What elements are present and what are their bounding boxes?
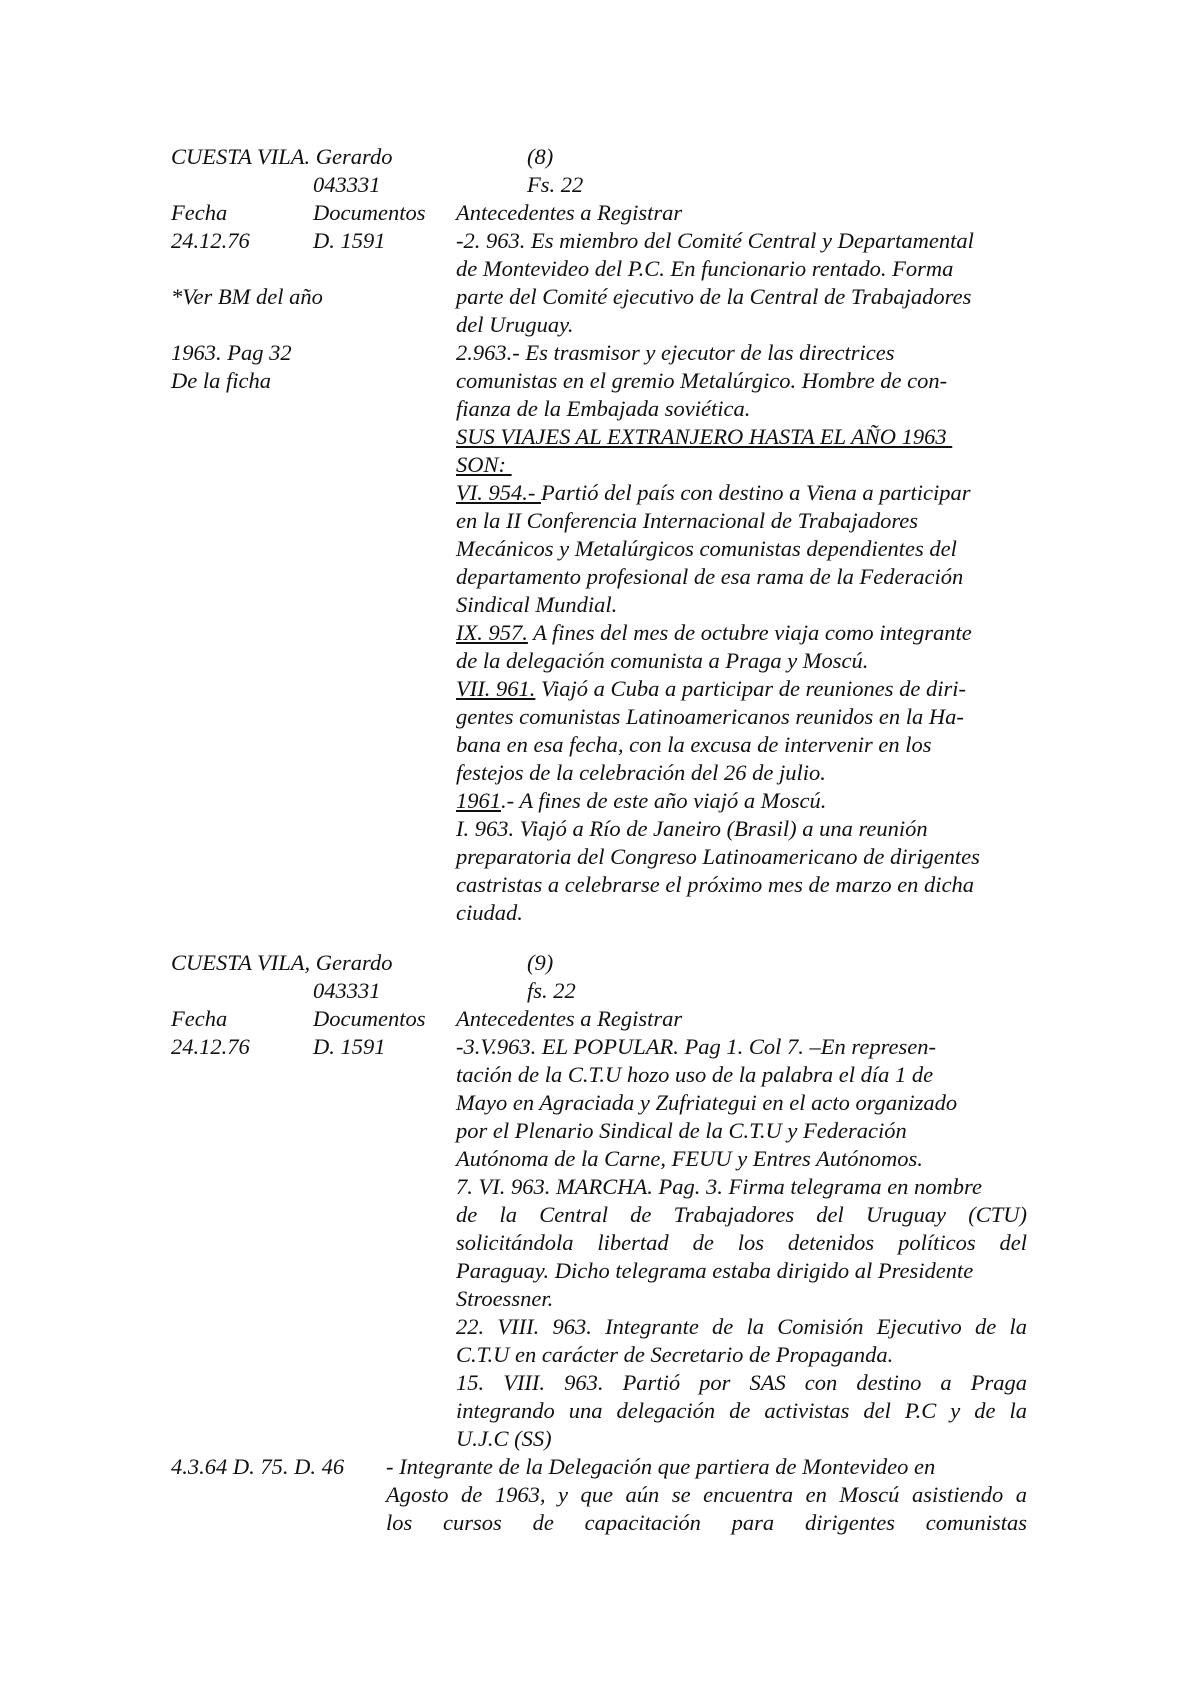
record-id: 043331 (313, 172, 381, 197)
entry-line: Mayo en Agraciada y Zufriategui en el acto organizado (456, 1090, 958, 1115)
header-documentos: Documentos (313, 200, 426, 225)
header-antecedentes: Antecedentes a Registrar (456, 1006, 683, 1031)
trip-line (456, 675, 966, 703)
entry-date: 24.12.76 (171, 228, 250, 253)
entry-line: 2.963.- Es trasmisor y ejecutor de las directrices (456, 340, 895, 365)
entry-date: 24.12.76 (171, 1034, 250, 1059)
entry-document: D. 1591 (313, 1034, 386, 1059)
entry-line: 7. VI. 963. MARCHA. Pag. 3. Firma telegrama en nombre (456, 1174, 982, 1199)
entry-line: Autónoma de la Carne, FEUU y Entres Autónomos. (456, 1146, 923, 1171)
entry-line: solicitándola libertad de los detenidos políticos del (456, 1230, 1027, 1255)
entry-line: del Uruguay. (456, 312, 574, 337)
trip-line: en la II Conferencia Internacional de Trabajadores (456, 508, 919, 533)
entry-line: de la Central de Trabajadores del Uruguay (CTU) (456, 1202, 1027, 1227)
trip-line: departamento profesional de esa rama de la Federación (456, 564, 964, 589)
entry-line: tación de la C.T.U hozo uso de la palabra el día 1 de (456, 1062, 934, 1087)
trip-line (456, 619, 972, 647)
entry-line: los cursos de capacitación para dirigentes comunistas (386, 1510, 1027, 1535)
folio: Fs. 22 (527, 172, 584, 197)
trip-line: Sindical Mundial. (456, 592, 618, 617)
trip-line (456, 787, 826, 815)
card-number: (8) (527, 144, 554, 169)
left-note-line: *Ver BM del año (171, 284, 323, 309)
viajes-heading: SUS VIAJES AL EXTRANJERO HASTA EL AÑO 1963 (456, 424, 953, 449)
entry-line: 15. VIII. 963. Partió por SAS con destino a Praga (456, 1370, 1027, 1395)
entry-line: - Integrante de la Delegación que partiera de Montevideo en (386, 1454, 936, 1479)
trip-line: I. 963. Viajó a Río de Janeiro (Brasil) a una reunión (456, 816, 928, 841)
trip-line: castristas a celebrarse el próximo mes de marzo en dicha (456, 872, 975, 897)
left-note-line: De la ficha (171, 368, 271, 393)
entry-line: -2. 963. Es miembro del Comité Central y Departamental (456, 228, 974, 253)
trip-date: VI. 954.- (456, 480, 541, 505)
header-documentos: Documentos (313, 1006, 426, 1031)
trip-text: Partió del país con destino a Viena a participar (540, 480, 971, 505)
entry-line: Agosto de 1963, y que aún se encuentra en Moscú asistiendo a (386, 1482, 1027, 1507)
trip-date: VII. 961. (456, 676, 536, 701)
viajes-heading: SON: (456, 452, 512, 477)
trip-line: ciudad. (456, 900, 523, 925)
trip-line (456, 479, 971, 507)
trip-line: festejos de la celebración del 26 de julio. (456, 760, 826, 785)
entry-line: 22. VIII. 963. Integrante de la Comisión Ejecutivo de la (456, 1314, 1027, 1339)
entry-line: comunistas en el gremio Metalúrgico. Hombre de con- (456, 368, 948, 393)
header-fecha: Fecha (171, 200, 228, 225)
left-note-line: 1963. Pag 32 (171, 340, 292, 365)
entry-document: D. 1591 (313, 228, 386, 253)
entry-line: U.J.C (SS) (456, 1426, 552, 1451)
entry-line: parte del Comité ejecutivo de la Central de Trabajadores (456, 284, 972, 309)
trip-text: Viajó a Cuba a participar de reuniones de diri- (535, 676, 966, 701)
trip-line: preparatoria del Congreso Latinoamericano de dirigentes (456, 844, 980, 869)
entry-line: por el Plenario Sindical de la C.T.U y Federación (456, 1118, 907, 1143)
entry-line: -3.V.963. EL POPULAR. Pag 1. Col 7. –En represen- (456, 1034, 936, 1059)
trip-line: bana en esa fecha, con la excusa de intervenir en los (456, 732, 932, 757)
entry-line: Paraguay. Dicho telegrama estaba dirigido al Presidente (456, 1258, 974, 1283)
trip-line: gentes comunistas Latinoamericanos reunidos en la Ha- (456, 704, 964, 729)
entry-line: Stroessner. (456, 1286, 554, 1311)
trip-line: de la delegación comunista a Praga y Moscú. (456, 648, 869, 673)
entry-line: fianza de la Embajada soviética. (456, 396, 751, 421)
entry-line: C.T.U en carácter de Secretario de Propaganda. (456, 1342, 894, 1367)
trip-text: .- A fines de este año viajó a Moscú. (501, 788, 827, 813)
trip-text: A fines del mes de octubre viaja como integrante (527, 620, 972, 645)
record-name: CUESTA VILA. Gerardo (171, 144, 393, 169)
card-number: (9) (527, 950, 554, 975)
trip-date: 1961 (456, 788, 501, 813)
header-fecha: Fecha (171, 1006, 228, 1031)
record-id: 043331 (313, 978, 381, 1003)
record-name: CUESTA VILA, Gerardo (171, 950, 393, 975)
folio: fs. 22 (527, 978, 576, 1003)
trip-line: Mecánicos y Metalúrgicos comunistas dependientes del (456, 536, 957, 561)
entry-line: integrando una delegación de activistas del P.C y de la (456, 1398, 1027, 1423)
entry-reference: 4.3.64 D. 75. D. 46 (171, 1454, 345, 1479)
trip-date: IX. 957. (456, 620, 528, 645)
entry-line: de Montevideo del P.C. En funcionario rentado. Forma (456, 256, 954, 281)
header-antecedentes: Antecedentes a Registrar (456, 200, 683, 225)
